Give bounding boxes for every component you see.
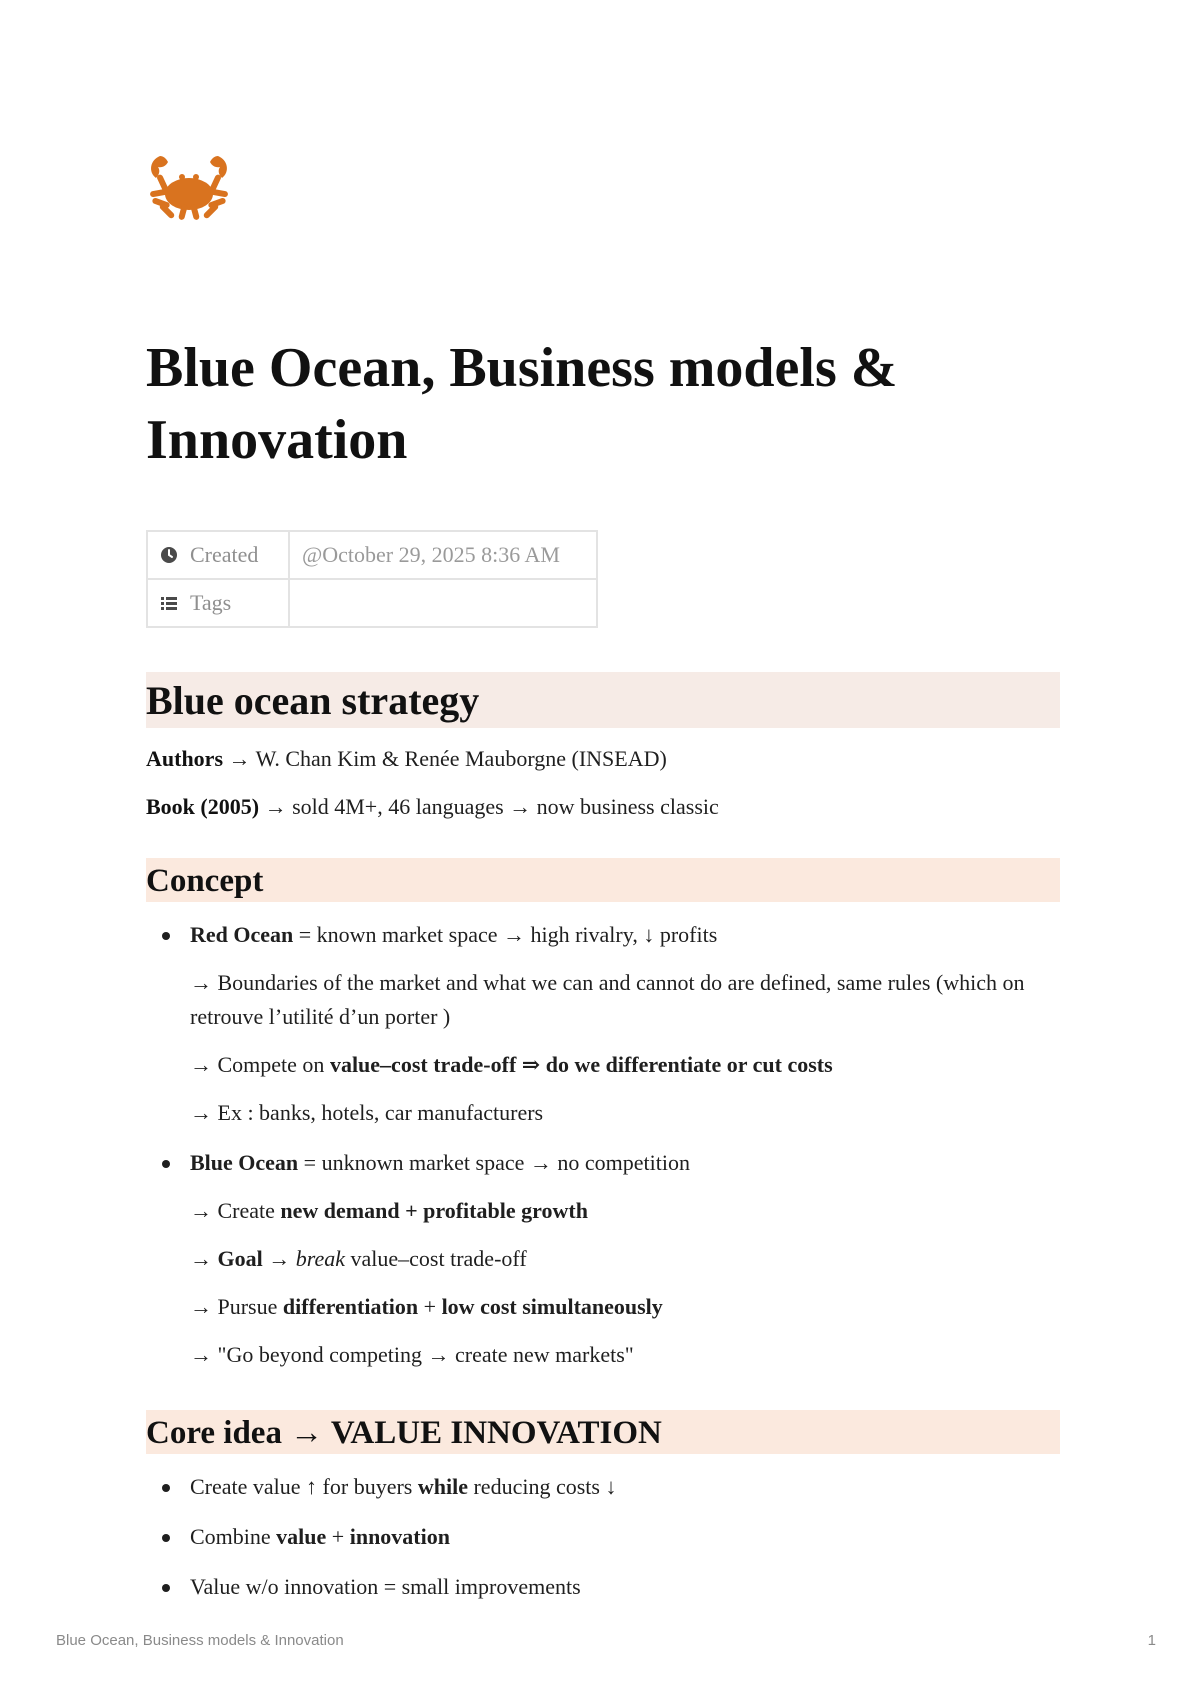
core-item2-bold-2: innovation: [349, 1524, 450, 1549]
core-idea-heading: Core idea → VALUE INNOVATION: [146, 1410, 1060, 1454]
core-item1-bold: while: [417, 1474, 468, 1499]
property-row-created: [147, 531, 597, 579]
core-item2-mid: +: [326, 1524, 350, 1549]
crab-icon: [146, 150, 232, 224]
authors-line: [146, 742, 1060, 776]
property-key-label: Created: [190, 542, 259, 567]
property-key-label: Tags: [190, 590, 232, 615]
red-ocean-compete: [190, 1048, 1060, 1082]
list-item: [146, 1520, 1060, 1554]
red-ocean-term: Red Ocean: [190, 922, 294, 947]
goal-label: Goal: [217, 1246, 263, 1271]
authors-label: Authors: [146, 746, 224, 771]
compete-bold: value–cost trade-off ⇒ do we differentiate or cut costs: [329, 1052, 833, 1077]
core-item1-pre: Create value ↑ for buyers: [190, 1474, 418, 1499]
list-item-red-ocean: [146, 918, 1060, 1130]
pursue-bold-2: low cost simultaneously: [441, 1294, 663, 1319]
create-prefix: → Create: [190, 1198, 281, 1223]
list-item: [146, 1470, 1060, 1504]
goal-post: value–cost trade-off: [345, 1246, 527, 1271]
blue-ocean-goal: [190, 1242, 1060, 1276]
property-key: [147, 579, 289, 627]
page-content: [146, 150, 1060, 1604]
blue-ocean-create: [190, 1194, 1060, 1228]
create-bold: new demand + profitable growth: [280, 1198, 588, 1223]
property-row-tags: [147, 579, 597, 627]
goal-mid: →: [262, 1246, 296, 1271]
goal-arrow: →: [190, 1246, 218, 1271]
page-title: Blue Ocean, Business models & Innovation: [146, 337, 898, 471]
blue-ocean-term: Blue Ocean: [190, 1150, 299, 1175]
blue-ocean-pursue: [190, 1290, 1060, 1324]
page-footer: [56, 1632, 1156, 1649]
core-item2-pre: Combine: [190, 1524, 277, 1549]
core-item1-post: reducing costs ↓: [467, 1474, 617, 1499]
property-key: [147, 531, 289, 579]
red-ocean-text: = known market space → high rivalry, ↓ profits: [293, 922, 718, 947]
pursue-mid: +: [418, 1294, 442, 1319]
list-item-blue-ocean: [146, 1146, 1060, 1372]
blue-ocean-text: = unknown market space → no competition: [298, 1150, 690, 1175]
list-icon: [160, 594, 178, 612]
compete-prefix: → Compete on: [190, 1052, 330, 1077]
pursue-bold-1: differentiation: [282, 1294, 419, 1319]
blue-ocean-quote: → "Go beyond competing → create new markets": [190, 1342, 634, 1367]
red-ocean-definition: [190, 918, 1060, 952]
book-line: [146, 790, 1060, 824]
section-heading: Blue ocean strategy: [146, 672, 1060, 728]
goal-italic: break: [295, 1246, 346, 1271]
concept-heading: Concept: [146, 858, 1060, 902]
concept-list: [146, 918, 1060, 1372]
list-item: Value w/o innovation = small improvements: [146, 1570, 1060, 1604]
properties-table: [146, 530, 598, 628]
authors-text: → W. Chan Kim & Renée Mauborgne (INSEAD): [223, 746, 667, 771]
property-value-created[interactable]: @October 29, 2025 8:36 AM: [289, 531, 597, 579]
red-ocean-boundaries: → Boundaries of the market and what we can and cannot do are defined, same rules (which on retrouve l’utilité d’un porter ): [190, 970, 1025, 1029]
book-text: → sold 4M+, 46 languages → now business classic: [259, 794, 719, 819]
pursue-prefix: → Pursue: [190, 1294, 283, 1319]
page-number: 1: [1147, 1632, 1156, 1649]
red-ocean-examples: → Ex : banks, hotels, car manufacturers: [190, 1100, 544, 1125]
footer-title: Blue Ocean, Business models & Innovation: [56, 1632, 344, 1649]
property-value-tags[interactable]: [289, 579, 597, 627]
blue-ocean-definition: [190, 1146, 1060, 1180]
core-item2-bold-1: value: [276, 1524, 327, 1549]
clock-icon: [160, 546, 178, 564]
core-idea-list: [146, 1470, 1060, 1604]
book-label: Book (2005): [146, 794, 260, 819]
